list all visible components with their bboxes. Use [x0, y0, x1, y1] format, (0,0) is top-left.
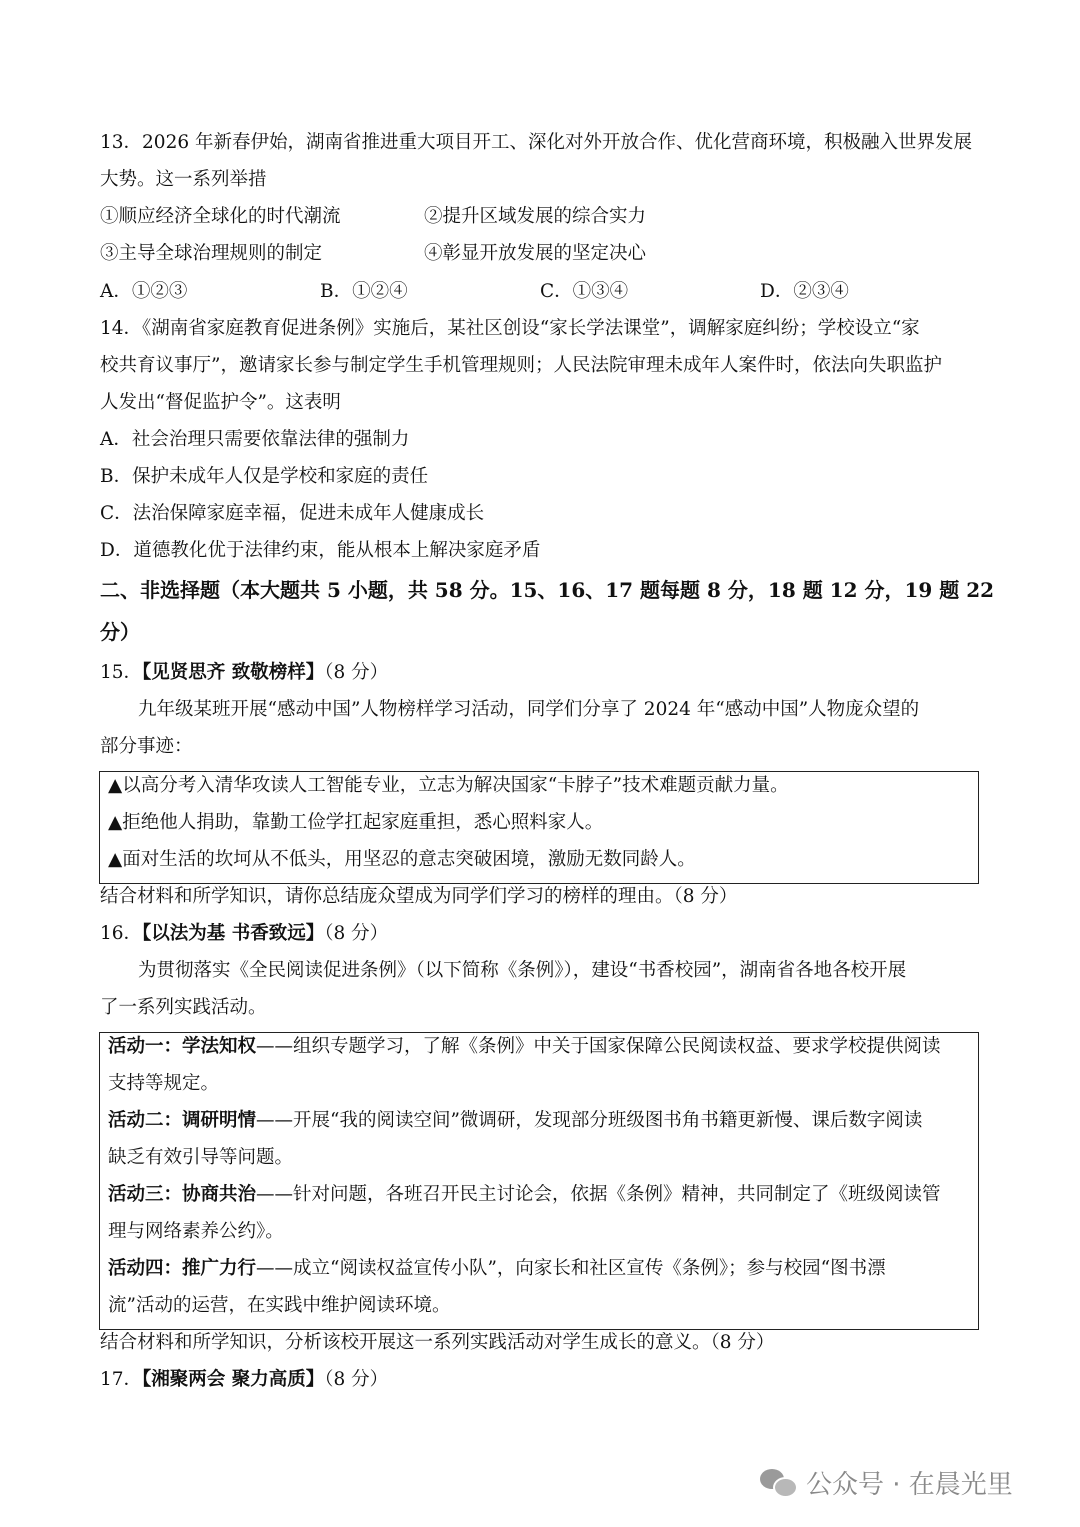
q16-activity-4-line2: 流”活动的运营，在实践中维护阅读环境。	[108, 1295, 451, 1316]
q16-activity-2-line2: 缺乏有效引导等问题。	[108, 1147, 294, 1168]
q13-option-c: C．①③④	[540, 281, 629, 302]
q16-intro-line1: 为贯彻落实《全民阅读促进条例》（以下简称《条例》），建设“书香校园”，湖南省各地各校开展	[138, 960, 907, 981]
q15-intro-line2: 部分事迹：	[100, 736, 193, 757]
q13-item-1: ①顺应经济全球化的时代潮流	[100, 206, 341, 227]
q17-score: （8 分）	[324, 1369, 389, 1390]
q15-material-item: ▲面对生活的坎坷从不低头，用坚忍的意志突破困境，激励无数同龄人。	[108, 849, 696, 870]
q15-number: 15．	[100, 662, 143, 683]
q16-activity-2-line1: 活动二：调研明情——开展“我的阅读空间”微调研，发现部分班级图书角书籍更新慢、课后数字阅读	[108, 1110, 923, 1131]
q16-intro-line2: 了一系列实践活动。	[100, 997, 267, 1018]
q16-title	[100, 921, 388, 947]
q15-title-text: 【见贤思齐 致敬榜样】	[142, 662, 325, 683]
q13-item-3: ③主导全球治理规则的制定	[100, 243, 323, 264]
activity-label: 活动一：学法知权	[108, 1036, 257, 1057]
q15-title	[100, 660, 388, 686]
q16-activity-3-line2: 理与网络素养公约》。	[108, 1221, 284, 1242]
q15-material-box	[99, 771, 979, 884]
q16-activity-4-line1: 活动四：推广力行——成立“阅读权益宣传小队”，向家长和社区宣传《条例》；参与校园“图书漂	[108, 1258, 886, 1279]
q16-activity-3-line1: 活动三：协商共治——针对问题，各班召开民主讨论会，依据《条例》精神，共同制定了《班级阅读管	[108, 1184, 941, 1205]
q16-score: （8 分）	[324, 923, 389, 944]
q14-option-d: D．道德教化优于法律约束，能从根本上解决家庭矛盾	[100, 540, 541, 561]
q14-stem-line3: 人发出“督促监护令”。这表明	[100, 392, 341, 413]
q16-material-box	[99, 1032, 979, 1330]
section-heading-line1: 二、非选择题（本大题共 5 小题，共 58 分。15、16、17 题每题 8 分，18 题 12 分，19 题 22	[100, 578, 995, 602]
q13-item-4: ④彰显开放发展的坚定决心	[424, 243, 647, 264]
q13-stem-line2: 大势。这一系列举措	[100, 169, 267, 190]
q15-intro-line1: 九年级某班开展“感动中国”人物榜样学习活动，同学们分享了 2024 年“感动中国”人物庞众望的	[138, 699, 920, 720]
q17-number: 17．	[100, 1369, 143, 1390]
q13-option-a: A．①②③	[100, 281, 188, 302]
wechat-icon	[760, 1467, 796, 1497]
q14-option-b: B．保护未成年人仅是学校和家庭的责任	[100, 466, 429, 487]
activity-label: 活动三：协商共治	[108, 1184, 257, 1205]
q17-title-text: 【湘聚两会 聚力高质】	[142, 1369, 325, 1390]
q16-question: 结合材料和所学知识，分析该校开展这一系列实践活动对学生成长的意义。（8 分）	[100, 1332, 775, 1353]
q17-title	[100, 1367, 388, 1393]
q15-score: （8 分）	[324, 662, 389, 683]
q16-number: 16．	[100, 923, 143, 944]
q13-stem-line1: 13．2026 年新春伊始，湖南省推进重大项目开工、深化对外开放合作、优化营商环境，积极融入世界发展	[100, 132, 973, 153]
q13-item-2: ②提升区域发展的综合实力	[424, 206, 647, 227]
q13-option-d: D．②③④	[760, 281, 849, 302]
q15-material-item: ▲拒绝他人捐助，靠勤工俭学扛起家庭重担，悉心照料家人。	[108, 812, 604, 833]
q13-option-b: B．①②④	[320, 281, 408, 302]
q14-option-c: C．法治保障家庭幸福，促进未成年人健康成长	[100, 503, 485, 524]
activity-label: 活动二：调研明情	[108, 1110, 257, 1131]
q16-title-text: 【以法为基 书香致远】	[142, 923, 325, 944]
q14-stem-line1: 14．《湖南省家庭教育促进条例》实施后，某社区创设“家长学法课堂”，调解家庭纠纷；学校设立“家	[100, 318, 920, 339]
activity-label: 活动四：推广力行	[108, 1258, 257, 1279]
section-heading-line2: 分）	[100, 620, 140, 644]
q14-stem-line2: 校共育议事厅”，邀请家长参与制定学生手机管理规则；人民法院审理未成年人案件时，依法向失职监护	[100, 355, 942, 376]
watermark-text: 公众号 · 在晨光里	[806, 1469, 1013, 1500]
q15-question: 结合材料和所学知识，请你总结庞众望成为同学们学习的榜样的理由。（8 分）	[100, 886, 738, 907]
q15-material-item: ▲以高分考入清华攻读人工智能专业，立志为解决国家“卡脖子”技术难题贡献力量。	[108, 775, 789, 796]
watermark	[760, 1462, 1013, 1502]
q16-activity-1-line2: 支持等规定。	[108, 1073, 220, 1094]
q16-activity-1-line1: 活动一：学法知权——组织专题学习，了解《条例》中关于国家保障公民阅读权益、要求学校提供阅读	[108, 1036, 941, 1057]
q14-option-a: A．社会治理只需要依靠法律的强制力	[100, 429, 410, 450]
